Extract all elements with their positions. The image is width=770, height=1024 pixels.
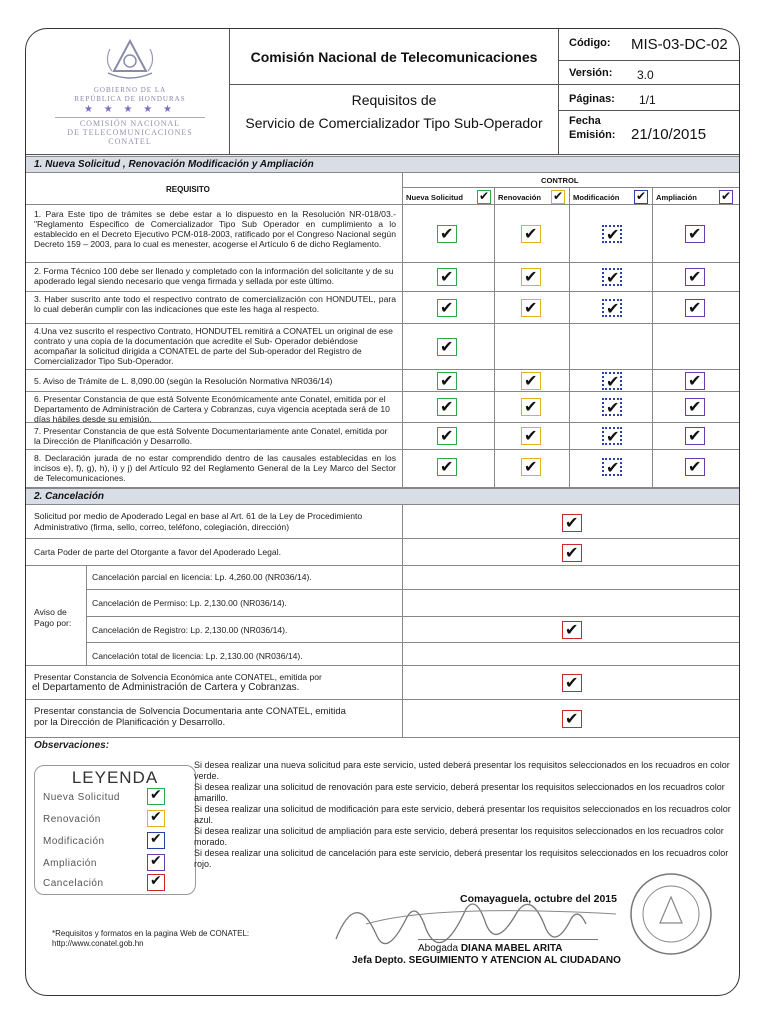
check-ampliacion-icon: [685, 268, 705, 286]
check-modificacion-icon: [602, 225, 622, 243]
doc-title-line-1: Requisitos de: [351, 92, 437, 108]
table-row: [26, 263, 740, 292]
check-nueva-icon: [437, 268, 457, 286]
check-ampliacion-icon: [685, 458, 705, 476]
cancel-item-1-text: Solicitud por medio de Apoderado Legal en base al Art. 61 de la Ley de Procedimiento Administrativo (firma, sello, correo, teléfono, colegiación, dirección): [34, 511, 363, 532]
version-value: 3.0: [637, 68, 654, 82]
version-label: Versión:: [569, 67, 613, 79]
col-modificacion: Modificación: [573, 193, 620, 202]
aviso-item-3: Cancelación de Registro: Lp. 2,130.00 (NR036/14).: [92, 625, 288, 635]
check-renovacion-icon: [521, 225, 541, 243]
check-modificacion-icon: [602, 372, 622, 390]
fecha-label-2: Emisión:: [569, 129, 616, 141]
check-ampliacion-icon: [685, 225, 705, 243]
col-nueva-solicitud: Nueva Solicitud: [406, 193, 463, 202]
logo-line-2: REPÚBLICA DE HONDURAS: [74, 95, 186, 103]
requirement-2-text: 2. Forma Técnico 100 debe ser llenado y completado con la información del solicitante y de su apoderado legal siendo necesario que venga firmada y sellada por este último.: [34, 266, 394, 286]
check-nueva-icon: [437, 372, 457, 390]
note-renovacion: Si desea realizar una solicitud de renovación para este servicio, deberá presentar los requisitos seleccionados en los recuadros color amarillo.: [194, 782, 725, 803]
table-row: [26, 423, 740, 450]
table-row: [26, 324, 740, 370]
requirement-3-text: 3. Haber suscrito ante todo el respectivo contrato de comercialización con HONDUTEL, para lo cual deberán cumplir con las indicaciones que este les haga al respecto.: [34, 294, 396, 314]
check-nueva-icon: [437, 398, 457, 416]
table-row: [26, 666, 740, 700]
requirement-4-text: 4.Una vez suscrito el respectivo Contrato, HONDUTEL remitirá a CONATEL un original de ese contrato y una copia de la documentación que acredite el Sub- Operador debiéndose acompañar la solicitud dirigida a CONATEL de parte del Sub-operador del Registro de Comercializador Tipo Sub-Operador.: [34, 326, 393, 366]
conatel-logo: [34, 37, 226, 149]
legend-nueva: Nueva Solicitud: [43, 792, 120, 803]
signer-name: DIANA MABEL ARITA: [460, 943, 563, 954]
check-renovacion-icon: [521, 458, 541, 476]
table-row: [86, 566, 740, 590]
place-date: Comayaguela, octubre del 2015: [460, 893, 617, 905]
aviso-item-1: Cancelación parcial en licencia: Lp. 4,260.00 (NR036/14).: [92, 572, 312, 582]
legend-cancelacion-check-icon: [147, 874, 165, 891]
note-cancelacion: Si desea realizar una solicitud de cancelación para este servicio, deberá presentar los requisitos seleccionados en los recuadros color rojo.: [194, 848, 729, 869]
legend-cancelacion: Cancelación: [43, 878, 104, 889]
col-nueva-check-icon: [477, 190, 491, 204]
check-modificacion-icon: [602, 268, 622, 286]
col-ampliacion-check-icon: [719, 190, 733, 204]
paginas-value: 1/1: [639, 93, 656, 107]
col-modificacion-check-icon: [634, 190, 648, 204]
check-renovacion-icon: [521, 268, 541, 286]
table-row: [26, 370, 740, 392]
requirement-8-text: 8. Declaración jurada de no estar comprendido dentro de las causales establecidas en los incisos e), f), g), h), i) y j) del Artículo 92 del Reglamento General de la Ley Marco del Sector de Telecomunicaciones.: [34, 453, 396, 483]
check-cancelacion-icon: [562, 710, 582, 728]
check-nueva-icon: [437, 427, 457, 445]
check-renovacion-icon: [521, 398, 541, 416]
check-renovacion-icon: [521, 299, 541, 317]
check-modificacion-icon: [602, 427, 622, 445]
doc-title-line-2: Servicio de Comercializador Tipo Sub-Operador: [245, 115, 543, 131]
table-row: [26, 539, 740, 566]
coat-of-arms-icon: [100, 37, 160, 81]
aviso-label: Aviso de Pago por:: [34, 607, 72, 628]
cancel-item-2-text: Carta Poder de parte del Otorgante a favor del Apoderado Legal.: [34, 547, 281, 557]
document-header: [26, 29, 740, 155]
check-modificacion-icon: [602, 458, 622, 476]
codigo-label: Código:: [569, 37, 611, 49]
check-nueva-icon: [437, 225, 457, 243]
table-row: [26, 505, 740, 539]
check-renovacion-icon: [521, 427, 541, 445]
requirement-1-text: 1. Para Este tipo de trámites se debe estar a lo dispuesto en la Resolución NR-018/03.-"Reglamento Especifico de Comercializador Tipo Sub Operador en cumplimiento a lo establecido en el Decreto Ejecutivo PCM-018-2003, ratificado por el Congreso Nacional según Decreto 159 – 2003, para lo cual es menester, acogerse el Artículo 6 de dicho Reglamento.: [34, 209, 396, 249]
solvencia-economica-2: el Departamento de Administración de Cartera y Cobranzas.: [32, 682, 300, 693]
table-row: [26, 700, 740, 738]
org-title: Comisión Nacional de Telecomunicaciones: [250, 49, 538, 65]
check-cancelacion-icon: [562, 544, 582, 562]
col-renovacion: Renovación: [498, 193, 542, 202]
legend-renovacion-check-icon: [147, 810, 165, 827]
check-cancelacion-icon: [562, 674, 582, 692]
signer-line: [418, 943, 563, 954]
check-nueva-icon: [437, 338, 457, 356]
logo-stars: ★ ★ ★ ★ ★: [84, 104, 176, 115]
requirement-5-text: 5. Aviso de Trámite de L. 8,090.00 (según la Resolución Normativa NR036/14): [34, 376, 333, 386]
aviso-item-4: Cancelación total de licencia: Lp. 2,130.00 (NR036/14).: [92, 651, 303, 661]
note-nueva: Si desea realizar una nueva solicitud para este servicio, usted deberá presentar los requisitos seleccionados en los recuadros en color verde.: [194, 760, 730, 781]
requisito-header: REQUISITO: [166, 185, 210, 194]
legend-renovacion: Renovación: [43, 814, 101, 825]
legend-modificacion: Modificación: [43, 836, 105, 847]
section-1-title: 1. Nueva Solicitud , Renovación Modificación y Ampliación: [26, 156, 740, 173]
check-ampliacion-icon: [685, 372, 705, 390]
check-modificacion-icon: [602, 299, 622, 317]
note-ampliacion: Si desea realizar una solicitud de ampliación para este servicio, deberá presentar los requisitos seleccionados en los recuadros color morado.: [194, 826, 724, 847]
official-seal-icon: [626, 869, 716, 959]
table-row: [26, 450, 740, 488]
check-nueva-icon: [437, 458, 457, 476]
check-cancelacion-icon: [562, 514, 582, 532]
table-row: [26, 643, 740, 666]
signer-prefix: Abogada: [418, 943, 459, 954]
legend-ampliacion: Ampliación: [43, 858, 97, 869]
logo-line-3: COMISIÓN NACIONAL: [79, 119, 181, 128]
col-renovacion-check-icon: [551, 190, 565, 204]
web-url[interactable]: http://www.conatel.gob.hn: [52, 939, 144, 948]
logo-line-5: CONATEL: [108, 137, 152, 146]
note-modificacion: Si desea realizar una solicitud de modificación para este servicio, deberá presentar los requisitos seleccionados en los recuadros color azul.: [194, 804, 731, 825]
check-renovacion-icon: [521, 372, 541, 390]
check-ampliacion-icon: [685, 427, 705, 445]
paginas-label: Páginas:: [569, 93, 615, 105]
header-meta: [559, 29, 740, 155]
header-title-block: [229, 29, 559, 155]
legend-ampliacion-check-icon: [147, 854, 165, 871]
logo-line-4: DE TELECOMUNICACIONES: [67, 128, 193, 137]
aviso-item-2: Cancelación de Permiso: Lp. 2,130.00 (NR036/14).: [92, 598, 287, 608]
col-ampliacion: Ampliación: [656, 193, 697, 202]
legend-box: [34, 765, 196, 895]
codigo-value: MIS-03-DC-02: [631, 36, 728, 53]
table-row: [26, 205, 740, 263]
legend-nueva-check-icon: [147, 788, 165, 805]
legend-modificacion-check-icon: [147, 832, 165, 849]
signer-role: Jefa Depto. SEGUIMIENTO Y ATENCION AL CIUDADANO: [352, 955, 621, 966]
fecha-label-1: Fecha: [569, 115, 601, 127]
check-ampliacion-icon: [685, 398, 705, 416]
check-ampliacion-icon: [685, 299, 705, 317]
requirement-7-text: 7. Presentar Constancia de que está Solvente Documentariamente ante Conatel, emitida por la Dirección de Planificación y Desarrollo.: [34, 426, 388, 446]
section-2-title: 2. Cancelación: [26, 488, 740, 505]
logo-line-1: GOBIERNO DE LA: [93, 86, 167, 94]
legend-title: LEYENDA: [71, 768, 159, 787]
table-row: [26, 392, 740, 423]
solvencia-doc-2: por la Dirección de Planificación y Desarrollo.: [34, 717, 226, 728]
check-cancelacion-icon: [562, 621, 582, 639]
table-row: [86, 590, 740, 617]
check-modificacion-icon: [602, 398, 622, 416]
section-1-header-row: [26, 173, 740, 205]
observaciones-label: Observaciones:: [34, 740, 110, 751]
check-nueva-icon: [437, 299, 457, 317]
fecha-value: 21/10/2015: [631, 126, 707, 143]
table-row: [26, 292, 740, 324]
solvencia-economica-1: Presentar Constancia de Solvencia Económica ante CONATEL, emitida por: [34, 672, 322, 682]
requirement-6-text: 6. Presentar Constancia de que está Solvente Económicamente ante Conatel, emitida por el Departamento de Administración de Cartera y Cobranzas, cuya vigencia aceptada será de 10 días hábiles desde su emisión.: [34, 394, 390, 424]
solvencia-doc-1: Presentar constancia de Solvencia Documentaria ante CONATEL, emitida: [34, 706, 346, 717]
web-note: *Requisitos y formatos en la pagina Web de CONATEL:: [52, 929, 250, 938]
legend-notes: [194, 760, 739, 870]
control-header: CONTROL: [541, 176, 579, 185]
document-frame: [25, 28, 740, 996]
table-row: [86, 617, 740, 643]
